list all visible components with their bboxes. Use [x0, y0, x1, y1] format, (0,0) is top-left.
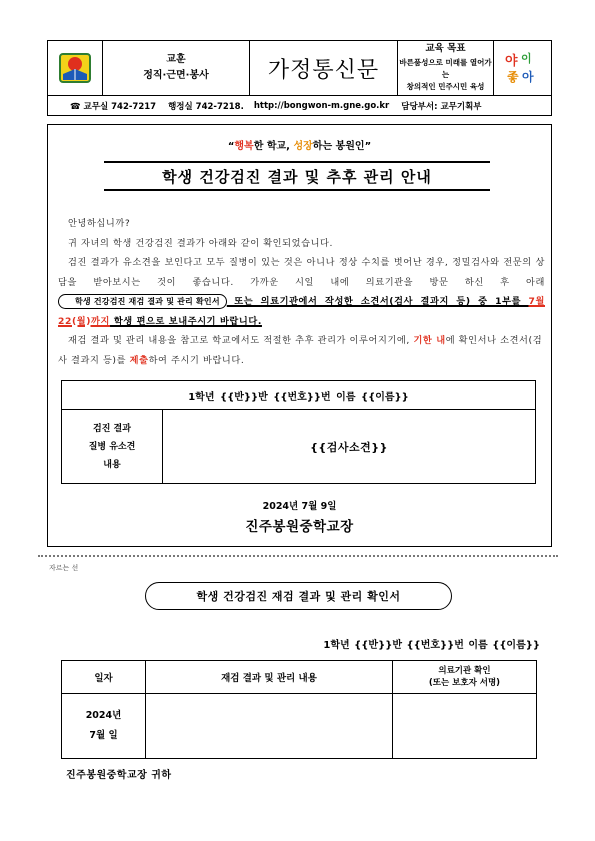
- deadline-date: 7월 22(월)까지: [58, 296, 545, 327]
- svg-text:아: 아: [521, 70, 534, 84]
- confirmation-table: [61, 660, 537, 759]
- entry-date[interactable]: 2024년 7월 일: [62, 694, 146, 759]
- education-goal-label: 교육 목표: [425, 43, 466, 54]
- campaign-logo-icon: [501, 48, 545, 88]
- slogan-word-growth: 성장: [293, 141, 313, 152]
- svg-text:이: 이: [520, 52, 532, 65]
- recipient: 진주봉원중학교장 귀하: [66, 770, 172, 781]
- col-date-header: 일자: [62, 661, 146, 694]
- student-info-row: 1학년 {{반}}반 {{번호}}번 이름 {{이름}}: [62, 381, 535, 410]
- school-motto: [103, 41, 250, 95]
- paragraph-2-bold-2: 학생 편으로 보내주시기 바랍니다.: [110, 315, 262, 327]
- principal-name: 진주봉원중학교장: [245, 519, 354, 535]
- confirmation-entry-row: [62, 694, 537, 759]
- paragraph-3: 재검 결과 및 관리 내용을 참고로 학교에서도 적절한 추후 관리가 이루어지기에, 기한 내에 확인서나 소견서(검사 결과지 등)를 제출하여 주시기 바랍니다.: [58, 335, 543, 366]
- form-student-info: 1학년 {{반}}반 {{번호}}번 이름 {{이름}}: [323, 640, 540, 651]
- letter-body: [58, 214, 545, 370]
- campaign-logo: [494, 41, 551, 95]
- slogan-word-happy: 행복: [234, 141, 254, 152]
- education-goal-line2: 창의적인 민주시민 육성: [406, 82, 485, 91]
- school-motto-label: 교훈: [166, 54, 186, 65]
- issue-date: 2024년 7월 9일: [262, 501, 337, 512]
- school-url[interactable]: http://bongwon-m.gne.go.kr: [253, 100, 390, 111]
- col-confirm-header: 의료기관 확인 (또는 보호자 서명): [393, 661, 537, 694]
- cut-line: [38, 555, 558, 557]
- school-emblem-icon: [57, 50, 93, 86]
- entry-content[interactable]: [146, 694, 393, 759]
- confirmation-form-pill: 학생 건강검진 재검 결과 및 관리 확인서: [58, 294, 227, 309]
- result-label: 검진 결과 질병 유소견 내용: [62, 410, 163, 484]
- greeting: 안녕하십니까?: [68, 218, 131, 229]
- teacher-office-phone: ☎ 교무실 742-7217: [70, 101, 157, 112]
- school-emblem: [48, 41, 103, 95]
- page-title: 학생 건강검진 결과 및 추후 관리 안내: [104, 161, 490, 191]
- education-goal: [398, 41, 494, 95]
- col-content-header: 재검 결과 및 관리 내용: [146, 661, 393, 694]
- slogan: “행복한 학교, 성장하는 봉원인”: [227, 141, 372, 152]
- department: 담당부서: 교무기획부: [401, 101, 482, 112]
- cut-line-label: 자르는 선: [49, 564, 79, 572]
- svg-text:좋: 좋: [506, 70, 519, 84]
- result-value: {{검사소견}}: [310, 441, 388, 454]
- newsletter-title: 가정통신문: [250, 41, 398, 95]
- paragraph-1: 귀 자녀의 학생 건강검진 결과가 아래와 같이 확인되었습니다.: [68, 237, 334, 249]
- confirmation-header-row: [62, 661, 537, 694]
- svg-text:야: 야: [504, 54, 518, 69]
- paragraph-2-bold-1: 또는 의료기관에서 작성한 소견서(검사 결과지 등) 중 1부를: [226, 296, 529, 307]
- school-motto-text: 정직·근면·봉사: [143, 70, 209, 81]
- result-row: [62, 410, 535, 484]
- deadline-emphasis: 기한 내: [413, 335, 446, 346]
- entry-signature[interactable]: [393, 694, 537, 759]
- result-table: [61, 380, 536, 484]
- education-goal-line1: 바른품성으로 미래를 열어가는: [399, 58, 492, 79]
- submit-emphasis: 제출: [129, 354, 149, 366]
- contact-bar: [47, 96, 552, 116]
- form-title: 학생 건강검진 재검 결과 및 관리 확인서: [145, 582, 452, 610]
- admin-office-phone: 행정실 742-7218.: [168, 101, 244, 112]
- newsletter-header: [47, 40, 552, 96]
- paragraph-2: 검진 결과가 유소견을 보인다고 모두 질병이 있는 것은 아니나 정상 수치를 벗어난 경우, 정밀검사와 전문의 상담을 받아보시는 것이 좋습니다. 가까운 시일 내에 의료기관을 방문 하신 후 아래 학생 건강검진 재검 결과 및 관리 확인서 또는 의료기관에서 작성한 소견서(검사 결과지 등) 중 1부를 7월 22(월)까지 학생 편으로 보내주시기 바랍니다.: [58, 257, 545, 327]
